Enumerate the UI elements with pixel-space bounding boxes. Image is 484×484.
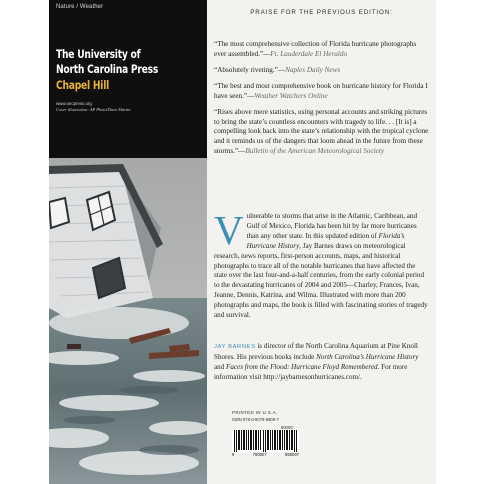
description-part-2: , Jay Barnes draws on meteorological research, news reports, first-person accounts, maps, and historical photographs to trace all of the notable hurricanes that have affected the state over the last four-and-a-half centuries, from the early colonial period to the devastating hurricanes of 2004 and 2005—Charley, Frances, Ivan, Jeanne, Dennis, Katrina, and Wilma. Illustrated with more than 200 photographs and maps, the book is filled with fascinating stories of tragedy and survival.	[214, 241, 428, 320]
publisher-city: Chapel Hill	[56, 79, 109, 92]
quote-source: Bulletin of the American Meteorological Society	[245, 146, 385, 155]
quote-source: Naples Daily News	[285, 65, 341, 74]
praise-quote	[214, 66, 430, 76]
hurricane-house-photo	[49, 158, 207, 484]
praise-quotes	[214, 40, 430, 163]
previous-book-1: North Carolina’s Hurricane History	[316, 352, 419, 361]
publisher-line-1: The University of	[56, 48, 141, 61]
publisher-panel	[49, 0, 207, 484]
publisher-name	[56, 47, 171, 77]
quote-text: “Rises above mere statistics, using personal accounts and striking pictures to bring the state’s countless encounters with tragedy to life. . . [It is] a compelling look back into the state’s relationship with the tropical cyclone and it reminds us of the dangers that loom ahead in the future from these storms.”—	[214, 108, 429, 155]
author-bio-part-1: is director of the North Carolina Aquarium at Pine Knoll Shores. His previous books include	[214, 342, 418, 361]
cover-credit: Cover illustration: AP Photo/Dave Martin	[56, 107, 131, 112]
barcode-digit-group: 858097	[285, 452, 299, 457]
book-back-cover	[49, 0, 436, 484]
price-code: 90000	[281, 425, 293, 430]
praise-quote	[214, 40, 430, 59]
quote-text: “Absolutely riveting.”—	[214, 65, 286, 74]
praise-quote	[214, 108, 430, 157]
book-description	[214, 207, 430, 321]
author-bio	[214, 342, 430, 383]
description-part-1: ulnerable to storms that arise in the Atlantic, Caribbean, and Gulf of Mexico, Florida has been hit by far more hurricanes than any other state. In this updated edition of	[246, 212, 418, 240]
quote-text: “The best and most comprehensive book on hurricane history for Florida I have seen.”—	[214, 82, 428, 100]
drop-cap: V	[214, 207, 244, 253]
author-name: JAY BARNES	[214, 344, 256, 350]
barcode-digit-group: 780807	[252, 452, 267, 457]
barcode-digit-group: 9	[232, 452, 235, 457]
author-bio-part-2: and	[214, 362, 227, 371]
praise-heading: PRAISE FOR THE PREVIOUS EDITION:	[250, 9, 393, 16]
publisher-line-2: North Carolina Press	[56, 63, 159, 76]
printed-in-label: PRINTED IN U.S.A.	[232, 410, 278, 415]
author-bio-part-3: . For more information visit http://jaybarnesonhurricanes.com/.	[214, 362, 408, 381]
barcode-number	[232, 452, 299, 457]
category-label: Nature / Weather	[56, 4, 104, 10]
book-title: Florida’s Hurricane History	[246, 231, 405, 250]
barcode	[232, 430, 299, 452]
isbn-label: ISBN 978-0-8078-5809-7	[232, 417, 279, 422]
quote-text: “The most comprehensive collection of Florida hurricane photographs ever assembled.”—	[214, 40, 417, 58]
quote-source: Ft. Lauderdale El Heraldo	[270, 49, 348, 58]
praise-quote	[214, 82, 430, 101]
quote-source: Weather Watchers Online	[254, 91, 328, 100]
publisher-website: www.uncpress.org	[56, 101, 92, 106]
previous-book-2: Faces from the Flood: Hurricane Floyd Remembered	[226, 362, 378, 371]
